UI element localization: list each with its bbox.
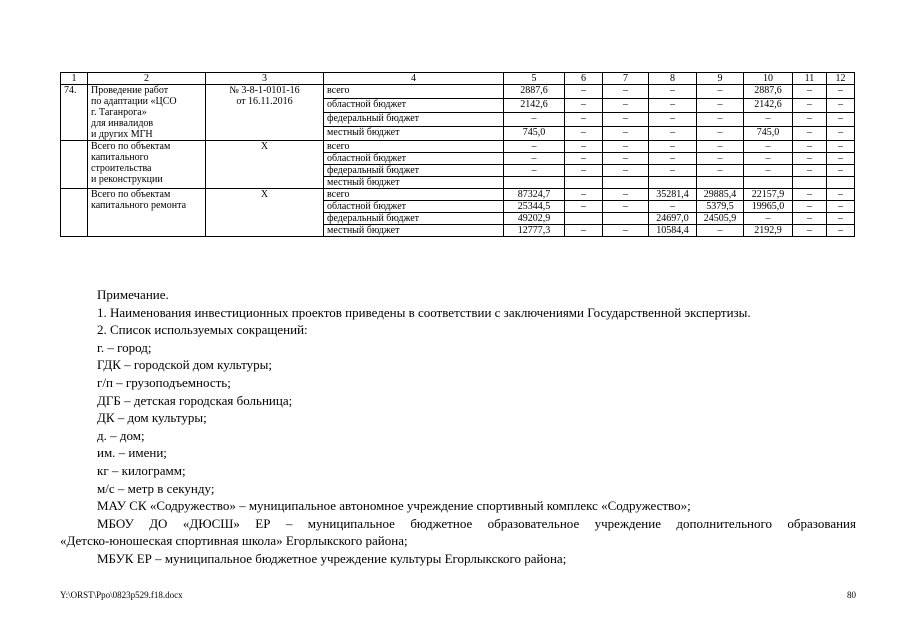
column-header: 6 (565, 73, 603, 85)
page-footer (60, 590, 856, 600)
abbreviation-mbou-line-2: «Детско-юношеская спортивная школа» Егорлыкского района; (60, 533, 408, 549)
note-item-1: 1. Наименования инвестиционных проектов приведены в соответствии с заключениями Государственной экспертизы. (97, 304, 751, 320)
value-cell: 19965,0 (744, 201, 793, 213)
expertise-ref-line: от 16.11.2016 (236, 96, 293, 107)
value-cell: – (793, 153, 827, 165)
column-header: 4 (324, 73, 504, 85)
column-header: 8 (649, 73, 697, 85)
value-cell: – (649, 113, 697, 127)
value-cell: – (565, 165, 603, 177)
value-cell: – (827, 213, 855, 225)
value-cell: – (793, 141, 827, 153)
value-cell: – (827, 189, 855, 201)
abbreviation-item: МАУ СК «Содружество» – муниципальное автономное учреждение спортивный комплекс «Содружество»; (97, 498, 691, 514)
value-cell: – (565, 141, 603, 153)
value-cell (697, 177, 744, 189)
object-name-line: Проведение работ (91, 85, 169, 96)
funding-source-cell: областной бюджет (324, 99, 504, 113)
funding-source-cell: всего (324, 85, 504, 99)
value-cell: – (697, 165, 744, 177)
value-cell: 2142,6 (504, 99, 565, 113)
value-cell: – (697, 141, 744, 153)
abbreviation-item: ГДК – городской дом культуры; (97, 357, 272, 373)
object-name-cell (88, 141, 206, 189)
abbreviation-mbuk: МБУК ЕР – муниципальное бюджетное учреждение культуры Егорлыкского района; (97, 550, 567, 566)
table-row (61, 189, 855, 201)
value-cell: – (793, 213, 827, 225)
abbreviation-item: им. – имени; (97, 445, 167, 461)
object-name-line: и реконструкции (91, 174, 163, 185)
object-name-line: капитального ремонта (91, 200, 187, 211)
object-name-line: по адаптации «ЦСО (91, 96, 177, 107)
value-cell: – (565, 225, 603, 237)
funding-source-cell: всего (324, 189, 504, 201)
value-cell: – (504, 141, 565, 153)
abbreviation-item: г/п – грузоподъемность; (97, 374, 231, 390)
value-cell: – (649, 99, 697, 113)
funding-source-cell: местный бюджет (324, 177, 504, 189)
column-header: 1 (61, 73, 88, 85)
abbreviation-item: ДК – дом культуры; (97, 410, 207, 426)
value-cell: – (744, 141, 793, 153)
value-cell (565, 177, 603, 189)
object-name-line: капитального (91, 152, 149, 163)
value-cell: – (827, 141, 855, 153)
object-name-line: Всего по объектам (91, 141, 171, 152)
value-cell: 10584,4 (649, 225, 697, 237)
value-cell: – (565, 127, 603, 141)
funding-source-cell: областной бюджет (324, 153, 504, 165)
value-cell (504, 177, 565, 189)
row-number-cell (61, 189, 88, 237)
value-cell: – (793, 127, 827, 141)
value-cell: 2142,6 (744, 99, 793, 113)
row-number-cell (61, 141, 88, 189)
value-cell: – (744, 113, 793, 127)
abbreviation-item: г. – город; (97, 339, 152, 355)
abbreviation-item: ДГБ – детская городская больница; (97, 392, 293, 408)
value-cell (744, 177, 793, 189)
value-cell: – (793, 113, 827, 127)
value-cell: – (827, 127, 855, 141)
abbreviation-item: д. – дом; (97, 427, 145, 443)
value-cell: – (603, 99, 649, 113)
value-cell: 22157,9 (744, 189, 793, 201)
value-cell: 24697,0 (649, 213, 697, 225)
notes-section (60, 286, 856, 568)
expertise-ref-cell (206, 85, 324, 141)
value-cell: – (649, 201, 697, 213)
value-cell: 35281,4 (649, 189, 697, 201)
value-cell: – (827, 153, 855, 165)
value-cell: – (697, 99, 744, 113)
object-name-cell (88, 85, 206, 141)
expertise-ref-line: Х (260, 141, 269, 152)
value-cell: – (649, 153, 697, 165)
value-cell (565, 213, 603, 225)
column-header: 9 (697, 73, 744, 85)
value-cell: – (649, 127, 697, 141)
object-name-line: для инвалидов (91, 118, 154, 129)
value-cell: – (827, 113, 855, 127)
value-cell: – (603, 141, 649, 153)
value-cell: – (603, 153, 649, 165)
value-cell: – (827, 165, 855, 177)
value-cell: – (649, 85, 697, 99)
funding-source-cell: федеральный бюджет (324, 113, 504, 127)
value-cell: 745,0 (744, 127, 793, 141)
expertise-ref-line: № 3-8-1-0101-16 (229, 85, 300, 96)
value-cell: – (697, 225, 744, 237)
value-cell: – (603, 127, 649, 141)
value-cell: 2887,6 (504, 85, 565, 99)
object-name-line: и других МГН (91, 129, 153, 140)
notes-title: Примечание. (97, 287, 169, 302)
expertise-ref-cell (206, 141, 324, 189)
value-cell: – (744, 153, 793, 165)
value-cell: – (697, 127, 744, 141)
value-cell: 5379,5 (697, 201, 744, 213)
value-cell: – (793, 165, 827, 177)
value-cell: – (504, 113, 565, 127)
funding-source-cell: федеральный бюджет (324, 213, 504, 225)
value-cell: – (649, 165, 697, 177)
value-cell: – (697, 85, 744, 99)
value-cell: – (603, 189, 649, 201)
value-cell: 2887,6 (744, 85, 793, 99)
value-cell: – (793, 85, 827, 99)
abbreviation-list (60, 339, 856, 515)
column-header: 3 (206, 73, 324, 85)
value-cell: – (649, 141, 697, 153)
column-header: 7 (603, 73, 649, 85)
footer-file-path: Y:\ORST\Ppo\0823p529.f18.docx (60, 590, 183, 600)
column-header: 5 (504, 73, 565, 85)
value-cell: – (793, 189, 827, 201)
object-name-line: Всего по объектам (91, 189, 171, 200)
value-cell: – (565, 153, 603, 165)
column-header: 10 (744, 73, 793, 85)
value-cell: – (827, 225, 855, 237)
row-number-cell: 74. (61, 85, 88, 141)
table-row (61, 85, 855, 99)
funding-source-cell: всего (324, 141, 504, 153)
value-cell: – (603, 201, 649, 213)
abbreviation-mbou-line-1: МБОУ ДО «ДЮСШ» ЕР – муниципальное бюджетное образовательное учреждение дополнительного образования (97, 515, 856, 531)
value-cell (603, 213, 649, 225)
value-cell: 24505,9 (697, 213, 744, 225)
value-cell: – (697, 153, 744, 165)
value-cell: 25344,5 (504, 201, 565, 213)
value-cell: – (565, 99, 603, 113)
value-cell: – (504, 153, 565, 165)
value-cell: – (793, 225, 827, 237)
value-cell: – (697, 113, 744, 127)
value-cell: – (603, 85, 649, 99)
value-cell: 2192,9 (744, 225, 793, 237)
object-name-line: строительства (91, 163, 152, 174)
value-cell: – (827, 85, 855, 99)
value-cell: – (603, 225, 649, 237)
value-cell: – (565, 113, 603, 127)
value-cell: – (793, 99, 827, 113)
budget-table (60, 72, 855, 237)
value-cell: 29885,4 (697, 189, 744, 201)
table-header-row (61, 73, 855, 85)
value-cell (603, 177, 649, 189)
object-name-cell (88, 189, 206, 237)
value-cell (827, 177, 855, 189)
value-cell: – (827, 201, 855, 213)
value-cell: – (603, 113, 649, 127)
value-cell: – (504, 165, 565, 177)
page-number: 80 (847, 590, 856, 600)
column-header: 11 (793, 73, 827, 85)
column-header: 2 (88, 73, 206, 85)
note-item-2: 2. Список используемых сокращений: (97, 322, 308, 338)
table-row (61, 141, 855, 153)
value-cell: – (565, 201, 603, 213)
funding-source-cell: местный бюджет (324, 127, 504, 141)
column-header: 12 (827, 73, 855, 85)
funding-source-cell: местный бюджет (324, 225, 504, 237)
value-cell (793, 177, 827, 189)
expertise-ref-cell (206, 189, 324, 237)
value-cell: 87324,7 (504, 189, 565, 201)
value-cell: – (793, 201, 827, 213)
value-cell: – (565, 189, 603, 201)
abbreviation-item: м/с – метр в секунду; (97, 480, 215, 496)
value-cell: – (744, 165, 793, 177)
value-cell: 745,0 (504, 127, 565, 141)
value-cell: – (565, 85, 603, 99)
funding-source-cell: областной бюджет (324, 201, 504, 213)
funding-source-cell: федеральный бюджет (324, 165, 504, 177)
object-name-line: г. Таганрога» (91, 107, 147, 118)
value-cell: 12777,3 (504, 225, 565, 237)
value-cell: 49202,9 (504, 213, 565, 225)
value-cell: – (827, 99, 855, 113)
value-cell: – (744, 213, 793, 225)
value-cell (649, 177, 697, 189)
expertise-ref-line: Х (260, 189, 269, 200)
value-cell: – (603, 165, 649, 177)
abbreviation-item: кг – килограмм; (97, 462, 186, 478)
